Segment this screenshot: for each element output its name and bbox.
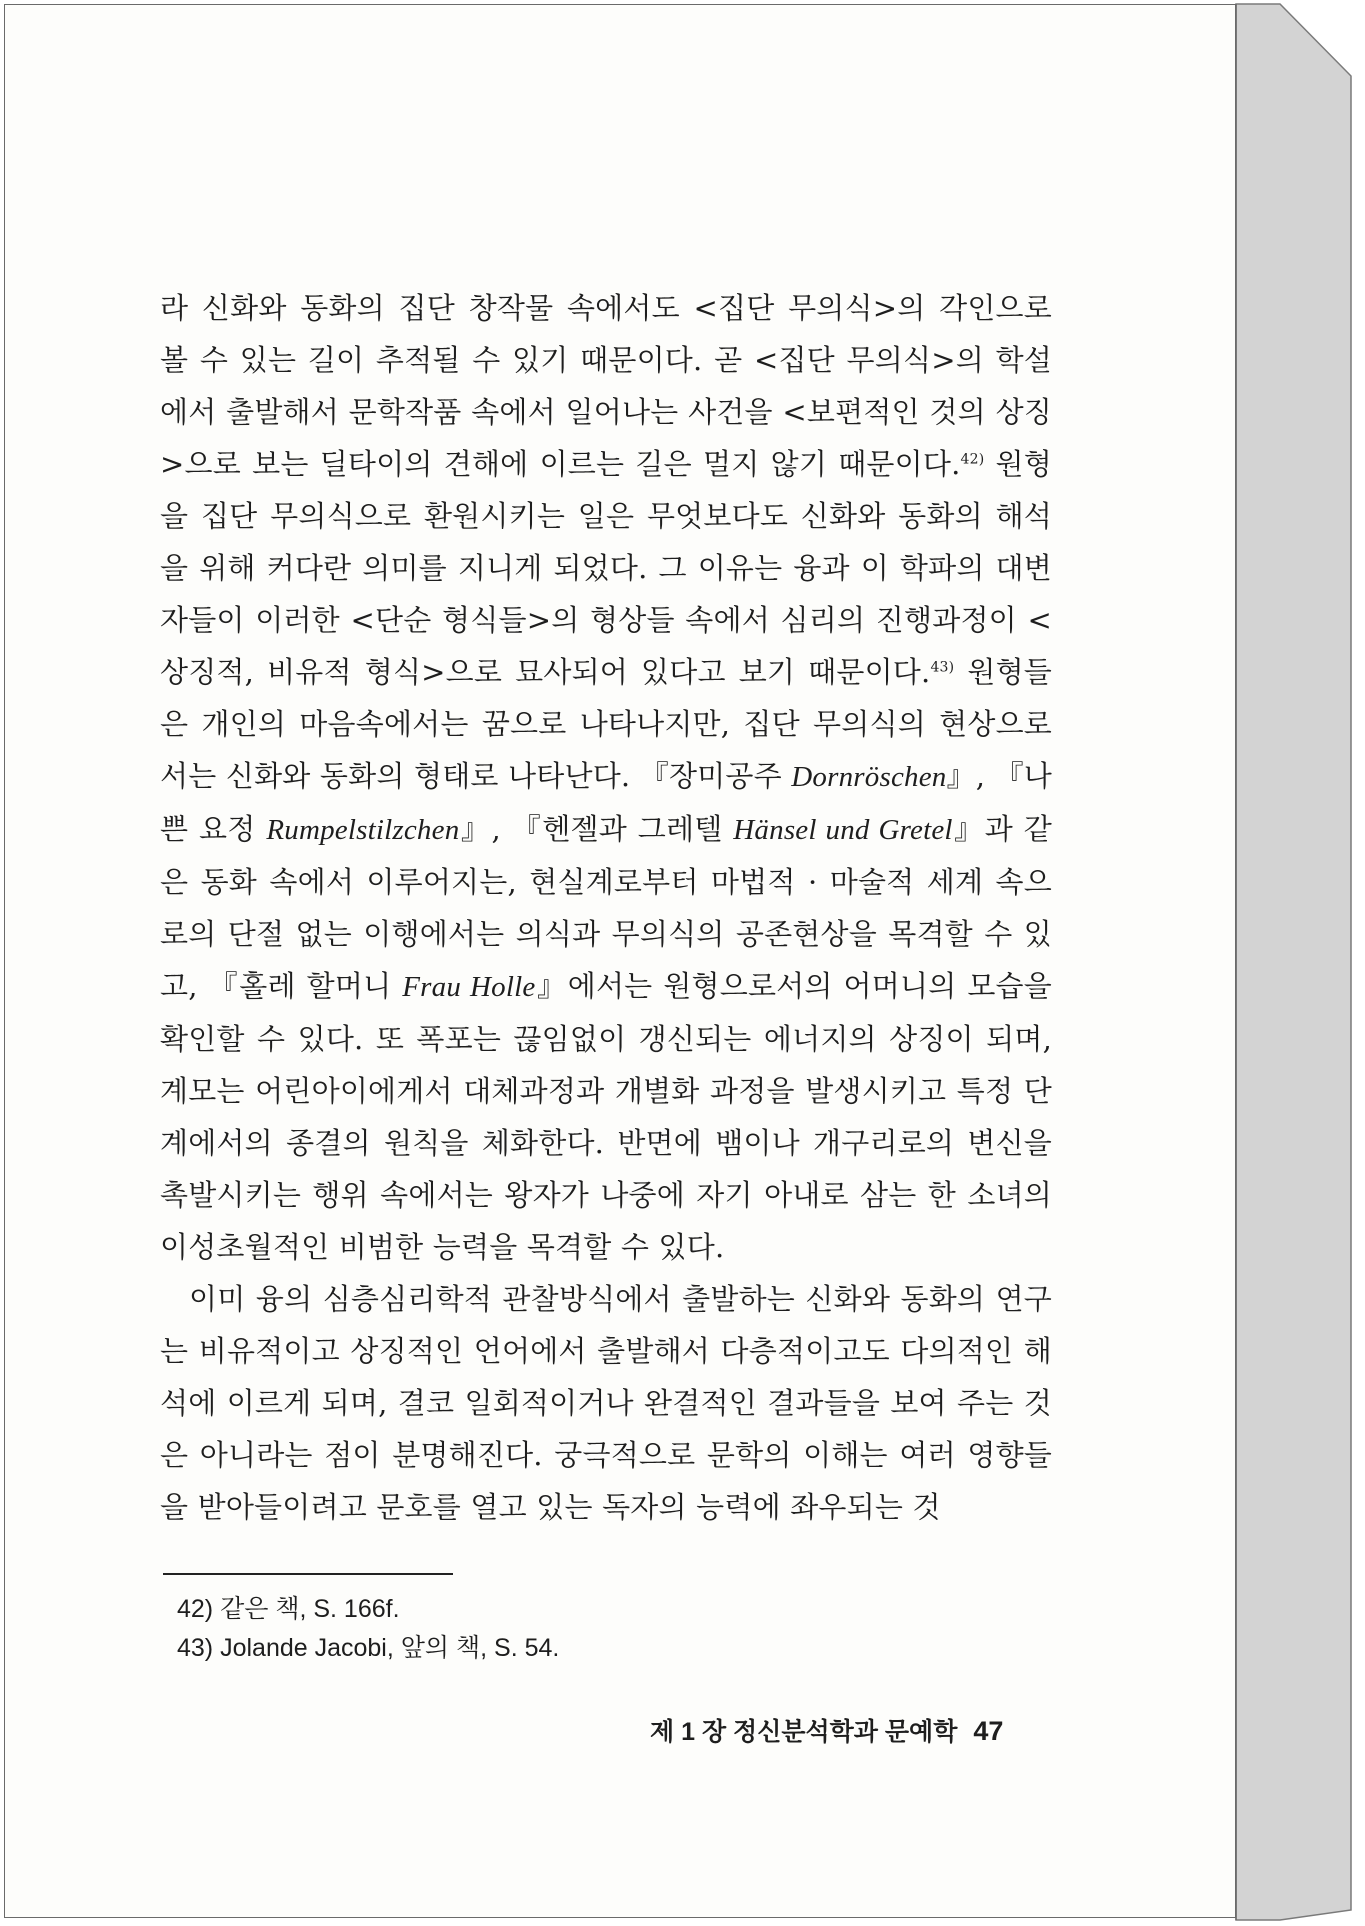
footnote-42: 42) 같은 책, S. 166f. bbox=[177, 1595, 400, 1623]
paragraph-2: 이미 융의 심층심리학적 관찰방식에서 출발하는 신화와 동화의 연구는 비유적이고 상징적인 언어에서 출발해서 다층적이고도 다의적인 해석에 이르게 되며, 결코 일회적이거나 완결적인 결과들을 보여 주는 것은 아니라는 점이 분명해진다. 궁극적으로 문학의 이해는 여러 영향들을 받아들이려고 문호를 열고 있는 독자의 능력에 좌우되는 것 bbox=[160, 1282, 1052, 1524]
footnotes bbox=[177, 1590, 777, 1668]
paragraph-1 bbox=[160, 282, 1052, 1273]
title-rumpelstilzchen: Rumpelstilzchen bbox=[266, 814, 460, 846]
footnote-divider bbox=[163, 1573, 453, 1575]
paragraph-1-text-f: 』과 같은 동화 속에서 이루어지는, 현실계로부터 마법적 · 마술적 세계 속으로의 단절 없는 이행에서는 의식과 무의식의 공존현상을 목격할 수 있고, 『홀레 할머니 bbox=[160, 812, 1052, 1003]
footnote-43: 43) Jolande Jacobi, 앞의 책, S. 54. bbox=[177, 1634, 560, 1662]
paragraph-1-text-d: 』, 『나쁜 요정 bbox=[160, 759, 1053, 846]
footnote-ref-43[interactable]: 43) bbox=[930, 659, 955, 676]
paragraph-1-text-g: 』에서는 원형으로서의 어머니의 모습을 확인할 수 있다. 또 폭포는 끊임없이 갱신되는 에너지의 상징이 되며, 계모는 어린아이에게서 대체과정과 개별화 과정을 발생시키고 특정 단계에서의 종결의 원칙을 체화한다. 반면에 뱀이나 개구리로의 변신을 촉발시키는 행위 속에서는 왕자가 나중에 자기 아내로 삼는 한 소녀의 이성초월적인 비범한 능력을 목격할 수 있다. bbox=[160, 969, 1052, 1264]
paragraph-1-text-e: 』, 『헨젤과 그레텔 bbox=[459, 812, 734, 846]
page-number: 47 bbox=[973, 1716, 1004, 1746]
title-frau-holle: Frau Holle bbox=[402, 971, 536, 1003]
paragraph-1-text-a: 라 신화와 동화의 집단 창작물 속에서도 <집단 무의식>의 각인으로 볼 수 있는 길이 추적될 수 있기 때문이다. 곧 <집단 무의식>의 학설에서 출발해서 문학작품 속에서 일어나는 사건을 <보편적인 것의 상징>으로 보는 딜타이의 견해에 이르는 길은 멀지 않기 때문이다. bbox=[160, 291, 1052, 481]
chapter-title: 제 1 장 정신분석학과 문예학 bbox=[650, 1718, 958, 1746]
body-text bbox=[160, 282, 1052, 1533]
paragraph-1-text-b: 원형을 집단 무의식으로 환원시키는 일은 무엇보다도 신화와 동화의 해석을 위해 커다란 의미를 지니게 되었다. 그 이유는 융과 이 학파의 대변자들이 이러한 <단순 형식들>의 형상들 속에서 심리의 진행과정이 <상징적, 비유적 형식>으로 묘사되어 있다고 보기 때문이다. bbox=[160, 447, 1052, 689]
paragraph-1-text-c: 원형들은 개인의 마음속에서는 꿈으로 나타나지만, 집단 무의식의 현상으로서는 신화와 동화의 형태로 나타난다. 『장미공주 bbox=[160, 655, 1052, 793]
running-footer bbox=[650, 1712, 1020, 1748]
footnote-ref-42[interactable]: 42) bbox=[960, 451, 985, 468]
title-haensel-und-gretel: Hänsel und Gretel bbox=[733, 814, 953, 846]
title-dornroeschen: Dornröschen bbox=[791, 761, 947, 793]
